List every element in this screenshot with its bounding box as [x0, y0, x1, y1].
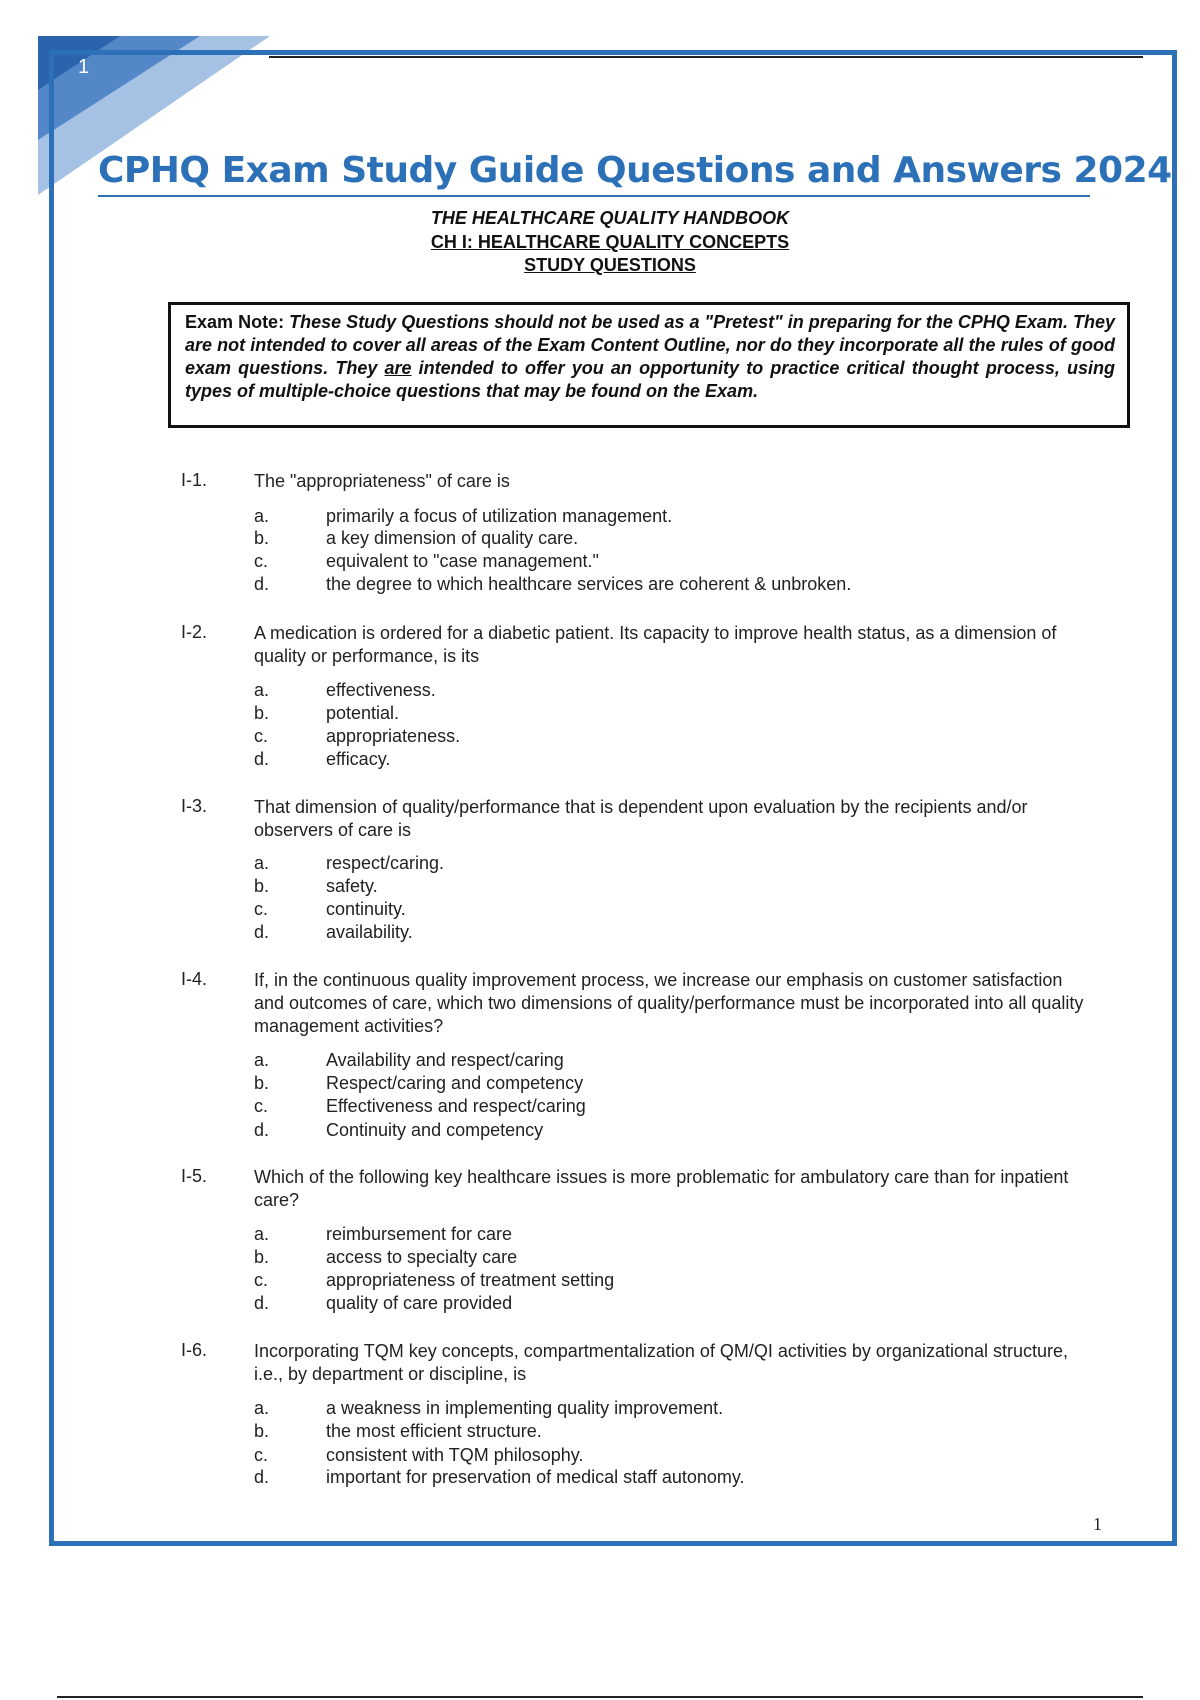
option [0, 680, 1200, 703]
question-text: That dimension of quality/performance that is dependent upon evaluation by the recipients and/or observers of care is [254, 797, 1028, 840]
option-letter: d. [254, 1293, 270, 1313]
option [0, 1398, 1200, 1421]
option-letter: a. [254, 1050, 270, 1070]
option-letter: c. [254, 1445, 269, 1465]
exam-note-text: These Study Questions should not be used as a "Pretest" in preparing for the CPHQ Exam. They are not intended to cover all areas of the Exam Content Outline, nor do they incorporate all the rules of good exam questions. They [185, 312, 1116, 378]
option [0, 1073, 1200, 1096]
option-letter: d. [254, 1467, 270, 1487]
option [0, 551, 1200, 574]
option-text: the most efficient structure. [326, 1421, 542, 1441]
option-letter: a. [254, 506, 270, 526]
option-letter: d. [254, 922, 270, 942]
option-letter: d. [254, 1120, 270, 1140]
footer-page-number: 1 [1093, 1514, 1102, 1534]
option [0, 506, 1200, 529]
option-letter: a. [254, 1398, 270, 1418]
option-text: availability. [326, 922, 413, 942]
option-text: equivalent to "case management." [326, 551, 599, 571]
handbook-title: THE HEALTHCARE QUALITY HANDBOOK [430, 208, 790, 228]
question-number: I-6. [181, 1340, 208, 1360]
option-text: Availability and respect/caring [326, 1050, 564, 1070]
option-text: a key dimension of quality care. [326, 528, 579, 548]
option [0, 1096, 1200, 1119]
option [0, 1224, 1200, 1247]
option-text: access to specialty care [326, 1247, 518, 1267]
option-letter: d. [254, 749, 270, 769]
option [0, 853, 1200, 876]
footer-rule [57, 1696, 1143, 1698]
corner-page-number: 1 [78, 56, 90, 78]
option [0, 1467, 1200, 1490]
option-text: efficacy. [326, 749, 391, 769]
option [0, 749, 1200, 772]
option [0, 922, 1200, 945]
option [0, 876, 1200, 899]
question-text: If, in the continuous quality improvement process, we increase our emphasis on customer satisfaction and outcomes of care, which two dimensions of quality/performance must be incorporated into all quality management activities? [254, 970, 1084, 1036]
option-text: potential. [326, 703, 400, 723]
option-letter: a. [254, 853, 270, 873]
section-title: STUDY QUESTIONS [524, 255, 696, 275]
option-letter: a. [254, 680, 270, 700]
option [0, 703, 1200, 726]
option-letter: b. [254, 1247, 270, 1267]
question-text: Incorporating TQM key concepts, compartmentalization of QM/QI activities by organizational structure, i.e., by department or discipline, is [254, 1341, 1069, 1384]
option-text: the degree to which healthcare services are coherent & unbroken. [326, 574, 852, 594]
option [0, 1293, 1200, 1316]
option [0, 899, 1200, 922]
question-number: I-2. [181, 622, 208, 642]
option-letter: a. [254, 1224, 270, 1244]
option-letter: b. [254, 528, 270, 548]
option [0, 1445, 1200, 1468]
question-number: I-5. [181, 1166, 208, 1186]
option-text: consistent with TQM philosophy. [326, 1445, 584, 1465]
question-text: The "appropriateness" of care is [254, 471, 510, 491]
option [0, 1050, 1200, 1073]
option [0, 726, 1200, 749]
option-text: safety. [326, 876, 378, 896]
option-text: quality of care provided [326, 1293, 513, 1313]
exam-note-box [168, 302, 1130, 428]
option-text: Continuity and competency [326, 1120, 544, 1140]
option-letter: c. [254, 899, 269, 919]
option [0, 1247, 1200, 1270]
option-text: respect/caring. [326, 853, 445, 873]
option [0, 528, 1200, 551]
exam-note-text-end: intended to offer you an opportunity to practice critical thought process, using types of multiple-choice questions that may be found on the Exam. [185, 358, 1115, 401]
question-number: I-1. [181, 470, 208, 490]
option-letter: d. [254, 574, 270, 594]
option-letter: b. [254, 1421, 270, 1441]
document-title: CPHQ Exam Study Guide Questions and Answers 2024 [98, 150, 1172, 191]
option [0, 574, 1200, 597]
chapter-title: CH I: HEALTHCARE QUALITY CONCEPTS [430, 232, 790, 252]
option [0, 1270, 1200, 1293]
option-letter: c. [254, 1270, 269, 1290]
option-letter: c. [254, 1096, 269, 1116]
option-letter: b. [254, 1073, 270, 1093]
option-text: primarily a focus of utilization management. [326, 506, 673, 526]
option-text: Respect/caring and competency [326, 1073, 584, 1093]
question-text: Which of the following key healthcare issues is more problematic for ambulatory care than for inpatient care? [254, 1167, 1069, 1210]
option-letter: c. [254, 726, 269, 746]
question-number: I-4. [181, 969, 208, 989]
option-text: Effectiveness and respect/caring [326, 1096, 586, 1116]
option [0, 1120, 1200, 1143]
option-letter: c. [254, 551, 269, 571]
option [0, 1421, 1200, 1444]
option-letter: b. [254, 703, 270, 723]
option-text: important for preservation of medical staff autonomy. [326, 1467, 745, 1487]
title-underline [98, 195, 1090, 197]
option-text: appropriateness of treatment setting [326, 1270, 615, 1290]
option-text: effectiveness. [326, 680, 436, 700]
option-text: reimbursement for care [326, 1224, 513, 1244]
option-text: a weakness in implementing quality improvement. [326, 1398, 724, 1418]
question-number: I-3. [181, 796, 208, 816]
option-text: appropriateness. [326, 726, 461, 746]
question-text: A medication is ordered for a diabetic patient. Its capacity to improve health status, as a dimension of quality or performance, is its [254, 623, 1057, 666]
exam-note-label: Exam Note: [185, 312, 285, 332]
option-text: continuity. [326, 899, 406, 919]
exam-note-emphasis: are [384, 358, 412, 378]
option-letter: b. [254, 876, 270, 896]
